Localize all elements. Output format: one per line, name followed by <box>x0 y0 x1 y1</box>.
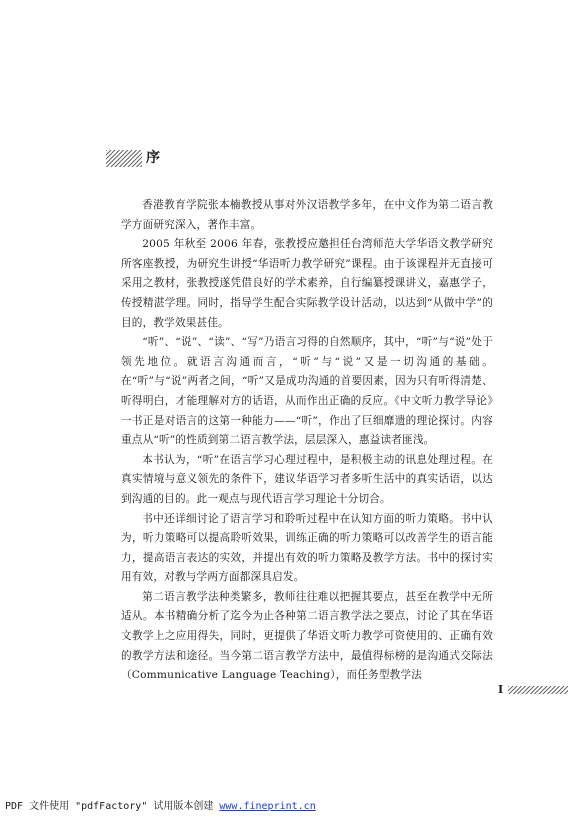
footer-link[interactable]: www.fineprint.cn <box>219 801 316 812</box>
section-title: 序 <box>146 150 160 166</box>
paragraph-4: 本书认为，“听”在语言学习心理过程中，是积极主动的讯息处理过程。在真实情境与意义领先的条件下，建议华语学习者多听生活中的真实话语，以达到沟通的目的。此一观点与现代语言学习理论十分切合。 <box>121 453 493 505</box>
page-number: I <box>498 683 504 696</box>
body-text <box>121 196 493 686</box>
paragraph-6: 第二语言教学法种类繁多，教师往往难以把握其要点，甚至在教学中无所适从。本书精确分析了迄今为止各种第二语言教学法之要点，讨论了其在华语文教学上之应用得失，同时，更提供了华语文听力教学可资使用的、正确有效的教学方法和途径。当今第二语言教学方法中，最值得标榜的是沟通式交际法（Communicative Language Teaching），而任务型教学法 <box>121 590 493 682</box>
footer <box>5 797 316 812</box>
hatch-decoration <box>508 686 568 694</box>
paragraph-3: “听”、“说”、“读”、“写”乃语言习得的自然顺序，其中，“听”与“说”处于领先地位。就语言沟通而言，“听”与“说”又是一切沟通的基础。在“听”与“说”两者之间，“听”又是成功沟通的首要因素，因为只有听得清楚、听得明白，才能理解对方的话语，从而作出正确的反应。《中文听力教学导论》一书正是对语言的这第一种能力——“听”，作出了巨细靡遗的理论探讨。内容重点从“听”的性质到第二语言教学法，层层深入，惠益读者匪浅。 <box>121 336 493 447</box>
hatch-decoration <box>106 150 142 167</box>
paragraph-2: 2005 年秋至 2006 年春，张教授应邀担任台湾师范大学华语文教学研究所客座教授，为研究生讲授“华语听力教学研究”课程。由于该课程并无直接可采用之教材，张教授遂凭借良好的学术素养，自行编纂授课讲义，嘉惠学子，传授精湛学理。同时，指导学生配合实际教学设计活动，以达到“从做中学”的目的，教学效果甚佳。 <box>121 238 493 329</box>
paragraph-1: 香港教育学院张本楠教授从事对外汉语教学多年，在中文作为第二语言教学方面研究深入，著作丰富。 <box>121 199 493 231</box>
footer-text: PDF 文件使用 "pdfFactory" 试用版本创建 <box>5 801 220 812</box>
page-marker <box>498 684 568 695</box>
paragraph-5: 书中还详细讨论了语言学习和聆听过程中在认知方面的听力策略。书中认为，听力策略可以提高聆听效果，训练正确的听力策略可以改善学生的语言能力，提高语言表达的实效，并提出有效的听力策略及教学方法。书中的探讨实用有效，对教与学两方面都深具启发。 <box>121 512 493 584</box>
section-heading <box>106 150 160 167</box>
